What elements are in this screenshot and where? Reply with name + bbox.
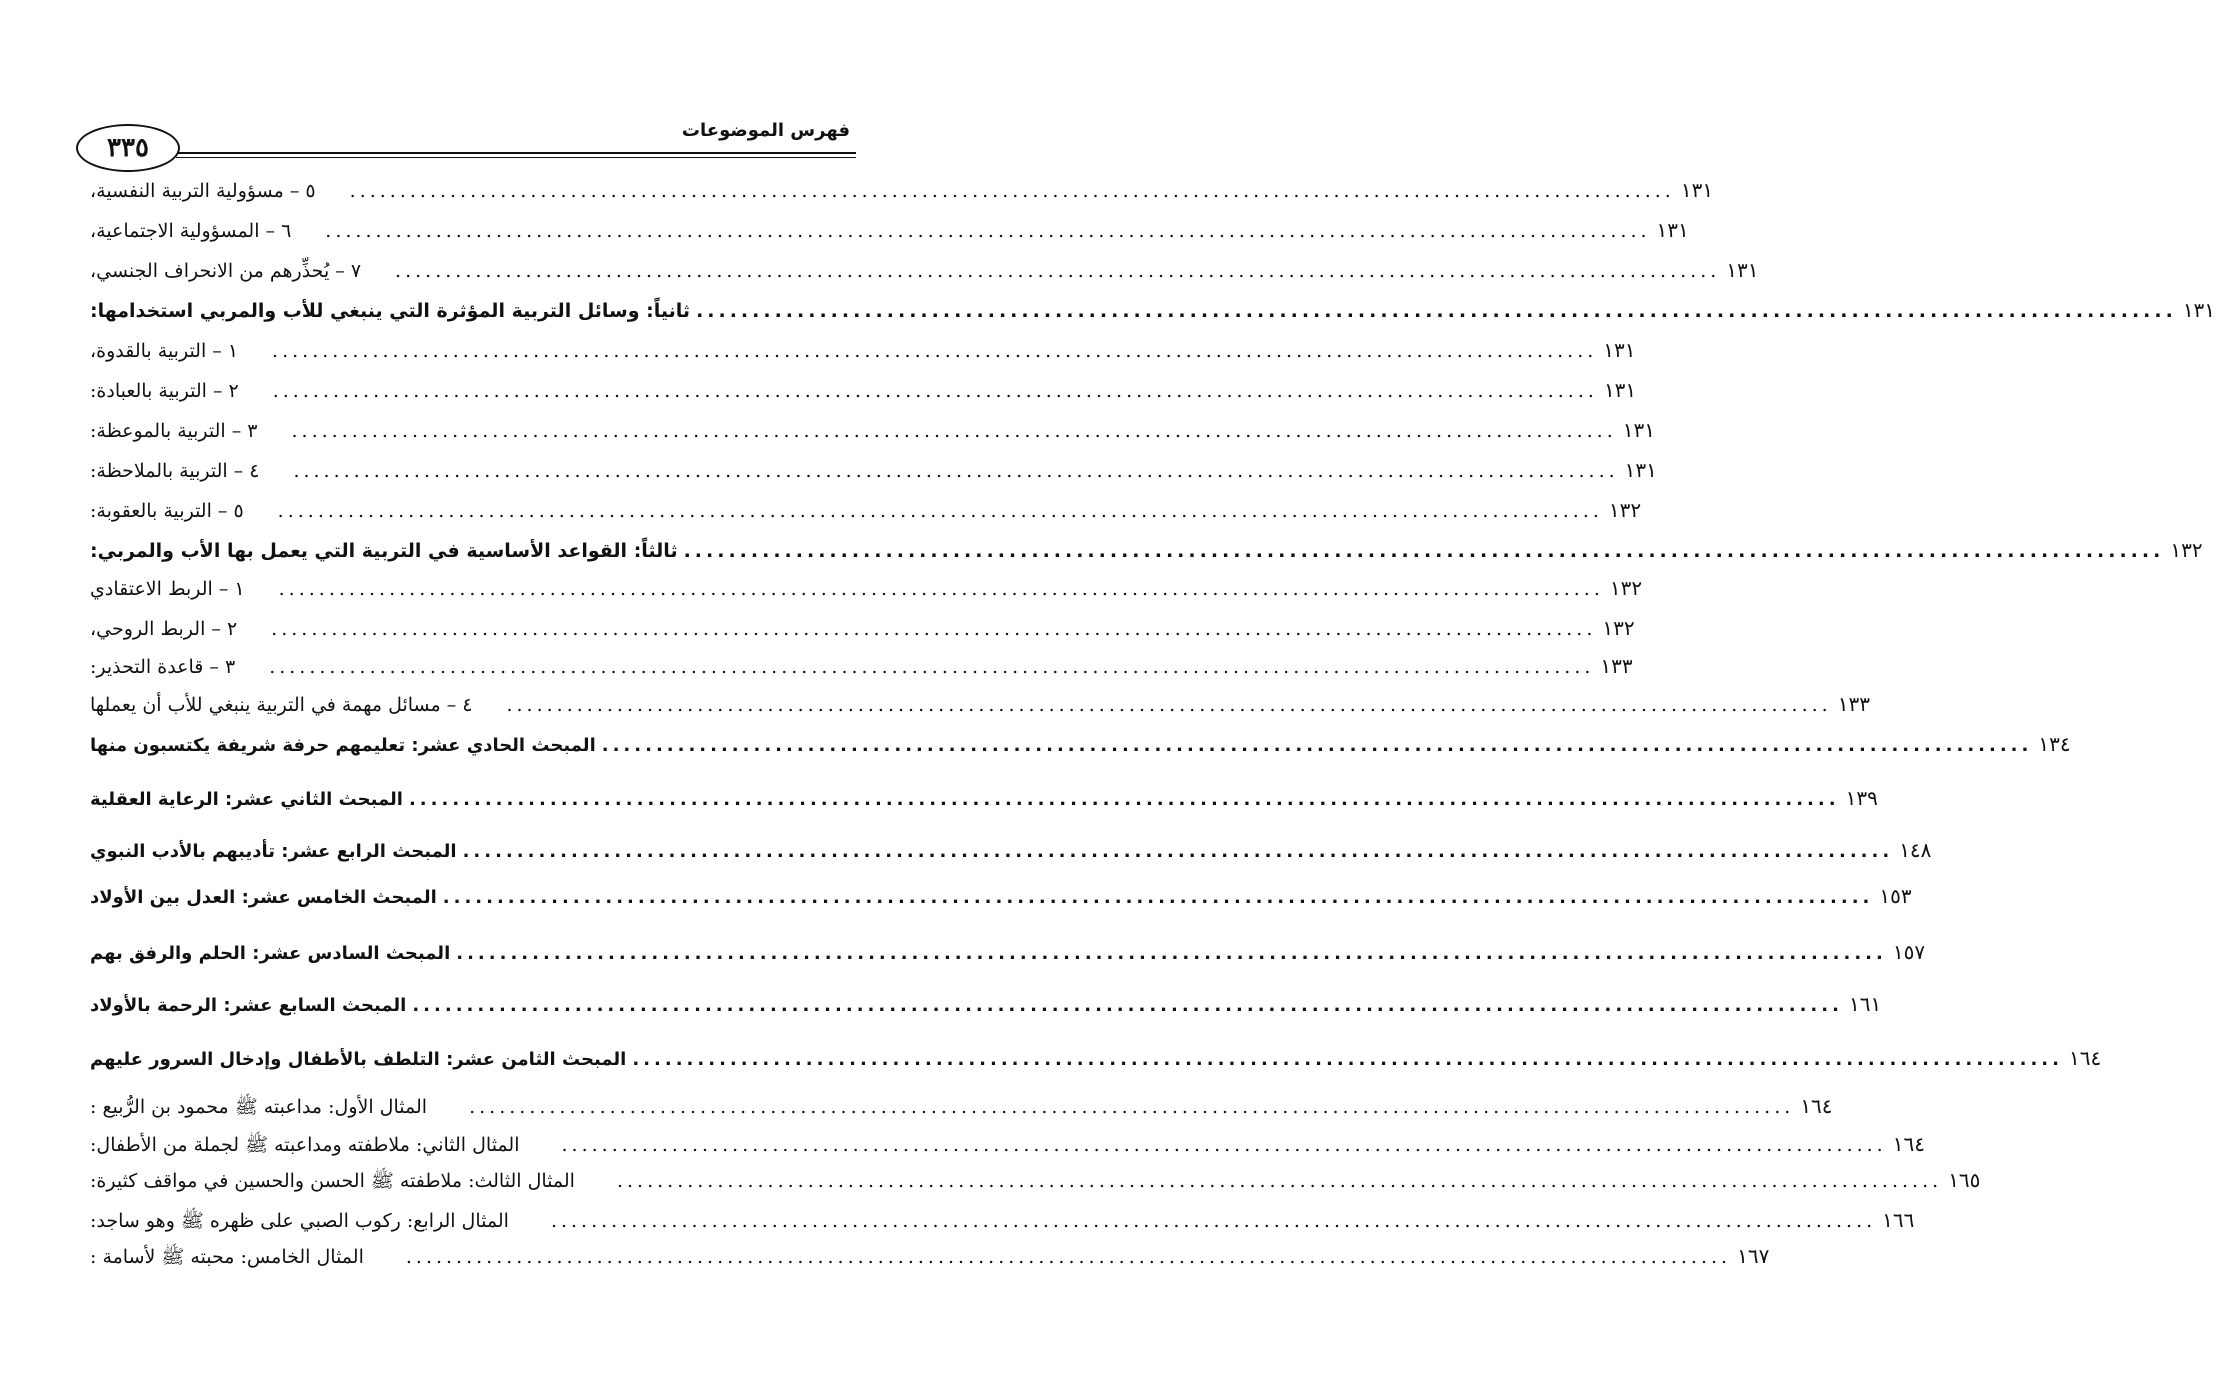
toc-entry-title: ٣ – قاعدة التحذير: xyxy=(90,656,236,678)
toc-entry-title: المبحث الثامن عشر: التلطف بالأطفال وإدخال السرور عليهم xyxy=(90,1049,627,1070)
toc-chapter-entry xyxy=(90,786,1878,810)
toc-entry xyxy=(90,258,1759,282)
toc-entry xyxy=(90,458,1657,482)
toc-entry-title: ٦ – المسؤولية الاجتماعية، xyxy=(90,220,292,242)
toc-leader-dots: .................................................................................................................................... xyxy=(442,887,1874,908)
header-title: فهرس الموضوعات xyxy=(681,120,850,141)
toc-entry xyxy=(90,616,1635,640)
toc-leader-dots: .................................................................................................................................... xyxy=(456,943,1887,964)
toc-entry-page: ١٣١ xyxy=(1726,258,1759,282)
toc-entry-page: ١٣١ xyxy=(1656,218,1689,242)
toc-leader-dots: .................................................................................................................................... xyxy=(349,180,1675,202)
toc-entry-page: ١٦٤ xyxy=(1800,1094,1833,1118)
toc-leader-dots: .................................................................................................................................... xyxy=(601,735,2033,756)
toc-entry-page: ١٤٨ xyxy=(1899,838,1932,862)
toc-leader-dots: .................................................................................................................................... xyxy=(405,1246,1732,1268)
toc-entry-title: ٥ – التربية بالعقوبة: xyxy=(90,500,244,522)
toc-leader-dots: .................................................................................................................................... xyxy=(395,260,1721,282)
toc-entry xyxy=(90,218,1689,242)
toc-entry-title: ١ – التربية بالقدوة، xyxy=(90,340,239,362)
toc-leader-dots: .................................................................................................................................... xyxy=(272,340,1598,362)
toc-leader-dots: .................................................................................................................................... xyxy=(408,789,1840,810)
toc-entry-page: ١٦١ xyxy=(1848,992,1882,1016)
toc-example-entry xyxy=(90,1208,1915,1237)
toc-entry-page: ١٣١ xyxy=(1680,178,1714,202)
toc-entry-page: ١٣١ xyxy=(1622,418,1655,442)
toc-entry-page: ١٣٢ xyxy=(1608,498,1642,522)
toc-chapter-entry xyxy=(90,838,1932,862)
toc-leader-dots: .................................................................................................................................... xyxy=(696,300,2177,322)
toc-leader-dots: .................................................................................................................................... xyxy=(683,540,2165,562)
toc-chapter-entry xyxy=(90,732,2071,756)
toc-entry-title: المبحث الحادي عشر: تعليمهم حرفة شريفة يكتسبون منها xyxy=(90,735,596,756)
toc-entry-page: ١٥٣ xyxy=(1879,884,1912,908)
toc-entry xyxy=(90,178,1714,202)
toc-entry xyxy=(90,692,1870,716)
toc-entry-page: ١٣٩ xyxy=(1845,786,1878,810)
toc-leader-dots: .................................................................................................................................... xyxy=(412,995,1843,1016)
toc-entry-page: ١٣٤ xyxy=(2038,732,2071,756)
toc-leader-dots: .................................................................................................................................... xyxy=(291,420,1617,442)
toc-entry-page: ١٦٦ xyxy=(1882,1208,1915,1232)
toc-entry-title: ثالثاً: القواعد الأساسية في التربية التي يعمل بها الأب والمربي: xyxy=(90,540,678,562)
toc-entry-title: ثانياً: وسائل التربية المؤثرة التي ينبغي للأب والمربي استخدامها: xyxy=(90,300,691,322)
toc-entry-page: ١٦٥ xyxy=(1948,1168,1981,1192)
toc-entry-title: ٢ – التربية بالعبادة: xyxy=(90,380,239,402)
toc-entry-page: ١٣٢ xyxy=(1609,576,1643,600)
toc-entry xyxy=(90,378,1637,402)
toc-leader-dots: .................................................................................................................................... xyxy=(506,694,1832,716)
toc-entry xyxy=(90,418,1655,442)
toc-leader-dots: .................................................................................................................................... xyxy=(293,460,1619,482)
toc-leader-dots: .................................................................................................................................... xyxy=(271,618,1597,640)
toc-leader-dots: .................................................................................................................................... xyxy=(278,578,1604,600)
toc-entry-title: ٤ – مسائل مهمة في التربية ينبغي للأب أن يعملها xyxy=(90,694,473,716)
header-rule xyxy=(176,152,856,154)
toc-entry-title: المثال الخامس: محبته ﷺ لأسامة : xyxy=(90,1246,364,1268)
toc-entry-title: ١ – الربط الاعتقادي xyxy=(90,578,245,600)
toc-entry xyxy=(90,654,1633,678)
toc-chapter-entry xyxy=(90,940,1926,964)
toc-entry-page: ١٣١ xyxy=(1603,378,1637,402)
toc-entry-page: ١٣١ xyxy=(1624,458,1657,482)
toc-leader-dots: .................................................................................................................................... xyxy=(462,841,1894,862)
toc-leader-dots: .................................................................................................................................... xyxy=(269,656,1595,678)
toc-leader-dots: .................................................................................................................................... xyxy=(272,380,1598,402)
toc-section-entry xyxy=(90,298,2216,322)
page-number: ٣٣٥ xyxy=(76,124,180,172)
toc-entry-page: ١٣١ xyxy=(1603,338,1636,362)
toc-example-entry xyxy=(90,1168,1981,1197)
toc-entry-page: ١٣٣ xyxy=(1600,654,1633,678)
toc-leader-dots: .................................................................................................................................... xyxy=(632,1049,2063,1070)
toc-entry-page: ١٣١ xyxy=(2182,298,2216,322)
toc-entry-page: ١٣٣ xyxy=(1837,692,1870,716)
toc-entry-page: ١٣٢ xyxy=(2170,538,2203,562)
toc-chapter-entry xyxy=(90,884,1912,908)
toc-example-entry xyxy=(90,1132,1925,1161)
toc-section-entry xyxy=(90,538,2203,562)
toc-example-entry xyxy=(90,1244,1770,1273)
toc-entry-title: ٤ – التربية بالملاحظة: xyxy=(90,460,260,482)
toc-entry-page: ١٦٤ xyxy=(1892,1132,1925,1156)
toc-entry-title: ٧ – يُحذِّرهم من الانحراف الجنسي، xyxy=(90,260,362,282)
toc-chapter-entry xyxy=(90,1046,2102,1070)
toc-entry xyxy=(90,576,1643,600)
toc-entry-title: المبحث السادس عشر: الحلم والرفق بهم xyxy=(90,943,451,964)
toc-leader-dots: .................................................................................................................................... xyxy=(277,500,1603,522)
toc-chapter-entry xyxy=(90,992,1882,1016)
toc-entry xyxy=(90,498,1642,522)
toc-example-entry xyxy=(90,1094,1833,1123)
toc-leader-dots: .................................................................................................................................... xyxy=(469,1096,1795,1118)
toc-entry-title: ٣ – التربية بالموعظة: xyxy=(90,420,258,442)
toc-leader-dots: .................................................................................................................................... xyxy=(550,1210,1877,1232)
page-header xyxy=(76,120,856,176)
toc-entry xyxy=(90,338,1636,362)
toc-entry-title: المثال الرابع: ركوب الصبي على ظهره ﷺ وهو ساجد: xyxy=(90,1210,509,1232)
toc-entry-page: ١٦٤ xyxy=(2068,1046,2102,1070)
toc-entry-title: المثال الثاني: ملاطفته ومداعبته ﷺ لجملة من الأطفال: xyxy=(90,1134,520,1156)
toc-entry-title: المبحث السابع عشر: الرحمة بالأولاد xyxy=(90,995,407,1016)
toc-entry-page: ١٥٧ xyxy=(1892,940,1926,964)
toc-leader-dots: .................................................................................................................................... xyxy=(616,1170,1943,1192)
toc-entry-title: المبحث الخامس عشر: العدل بين الأولاد xyxy=(90,887,437,908)
toc-entry-title: ٢ – الربط الروحي، xyxy=(90,618,238,640)
toc-entry-title: المبحث الرابع عشر: تأديبهم بالأدب النبوي xyxy=(90,841,457,862)
toc-entry-title: ٥ – مسؤولية التربية النفسية، xyxy=(90,180,316,202)
toc-entry-title: المبحث الثاني عشر: الرعاية العقلية xyxy=(90,789,403,810)
toc-entry-page: ١٣٢ xyxy=(1602,616,1635,640)
header-rule-thin xyxy=(176,157,856,158)
toc-entry-title: المثال الثالث: ملاطفته ﷺ الحسن والحسين في مواقف كثيرة: xyxy=(90,1170,575,1192)
toc-entry-page: ١٦٧ xyxy=(1737,1244,1770,1268)
toc-leader-dots: .................................................................................................................................... xyxy=(325,220,1651,242)
toc-entry-title: المثال الأول: مداعبته ﷺ محمود بن الرُّبيع : xyxy=(90,1096,428,1118)
toc-leader-dots: .................................................................................................................................... xyxy=(561,1134,1887,1156)
